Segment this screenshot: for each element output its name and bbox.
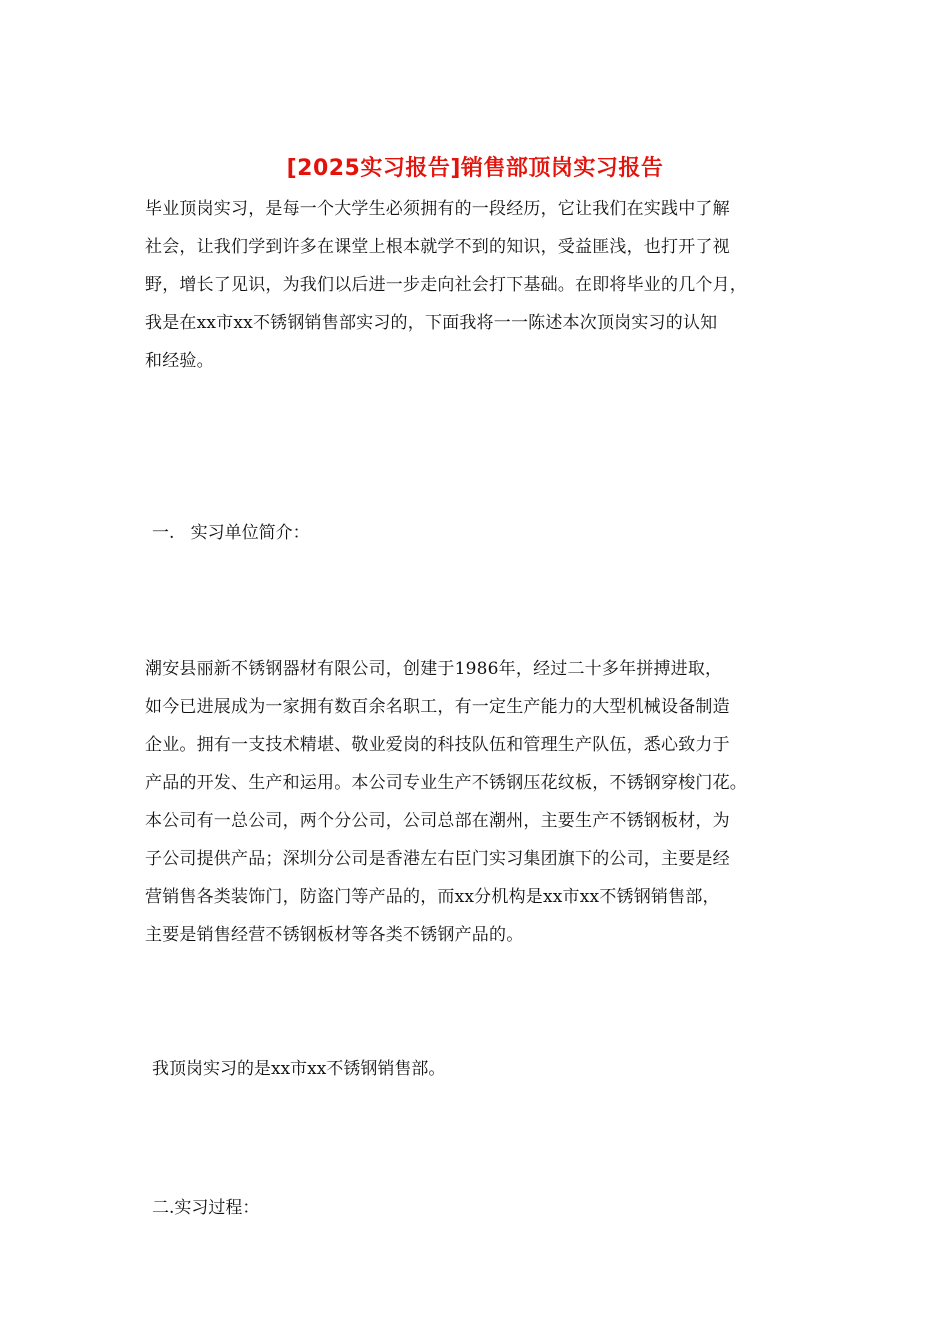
company-line: 主要是销售经营不锈钢板材等各类不锈钢产品的。 (145, 925, 524, 945)
company-line: 潮安县丽新不锈钢器材有限公司，创建于1986年，经过二十多年拼搏进取， (145, 659, 723, 679)
company-paragraph (145, 650, 810, 954)
company-line: 企业。拥有一支技术精堪、敬业爱岗的科技队伍和管理生产队伍，悉心致力于 (145, 735, 730, 755)
intro-line: 毕业顶岗实习，是每一个大学生必须拥有的一段经历，它让我们在实践中了解 (145, 199, 730, 219)
intro-line: 野，增长了见识，为我们以后进一步走向社会打下基础。在即将毕业的几个月， (145, 275, 747, 295)
document-title: [2025实习报告]销售部顶岗实习报告 (286, 156, 664, 181)
company-line: 产品的开发、生产和运用。本公司专业生产不锈钢压花纹板，不锈钢穿梭门花。 (145, 773, 747, 793)
section-heading-internship-process: 二.实习过程： (152, 1198, 260, 1218)
internship-location-text: 我顶岗实习的是xx市xx不锈钢销售部。 (152, 1059, 446, 1079)
company-line: 营销售各类装饰门，防盗门等产品的，而xx分机构是xx市xx不锈钢销售部， (145, 887, 720, 907)
intro-line: 社会，让我们学到许多在课堂上根本就学不到的知识，受益匪浅，也打开了视 (145, 237, 730, 257)
intro-paragraph (145, 190, 810, 380)
section-heading-company-intro: 一. 实习单位简介： (152, 523, 310, 543)
company-line: 如今已进展成为一家拥有数百余名职工，有一定生产能力的大型机械设备制造 (145, 697, 730, 717)
intro-line: 和经验。 (145, 351, 214, 371)
intro-line: 我是在xx市xx不锈钢销售部实习的，下面我将一一陈述本次顶岗实习的认知 (145, 313, 718, 333)
company-line: 子公司提供产品；深圳分公司是香港左右臣门实习集团旗下的公司，主要是经 (145, 849, 730, 869)
company-line: 本公司有一总公司，两个分公司，公司总部在潮州，主要生产不锈钢板材，为 (145, 811, 730, 831)
